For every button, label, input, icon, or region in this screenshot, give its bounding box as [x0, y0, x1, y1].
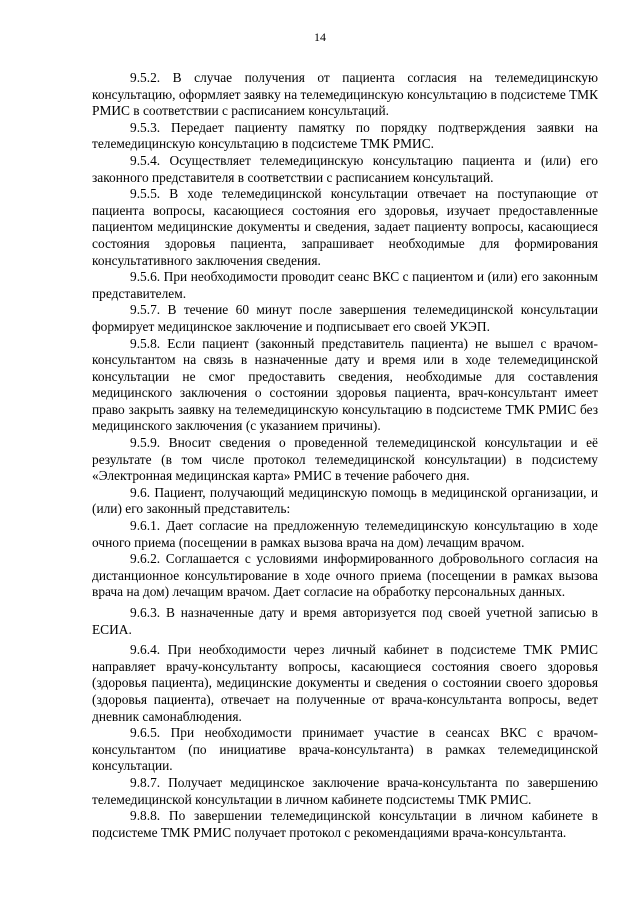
paragraph-9-6-4: 9.6.4. При необходимости через личный кабинет в подсистеме ТМК РМИС направляет врачу-консультанту вопросы, касающиеся состояния своего здоровья (здоровья пациента), медицинские документы и сведения о состоянии своего здоровья (здоровья пациента), отвечает на полученные от врача-консультанта вопросы, ведет дневник самонаблюдения.: [92, 642, 598, 724]
paragraph-9-6-3: 9.6.3. В назначенные дату и время авторизуется под своей учетной записью в ЕСИА.: [92, 605, 598, 637]
paragraph-9-5-9: 9.5.9. Вносит сведения о проведенной телемедицинской консультации и её результате (в том числе протокол телемедицинской консультации) в подсистему «Электронная медицинская карта» РМИС в течение рабочего дня.: [92, 435, 598, 484]
paragraph-9-6-2: 9.6.2. Соглашается с условиями информированного добровольного согласия на дистанционное консультирование в ходе очного приема (посещении в рамках вызова врача на дом) лечащим врачом. Дает согласие на обработку персональных данных.: [92, 551, 598, 600]
document-body: [92, 70, 598, 841]
paragraph-9-6: 9.6. Пациент, получающий медицинскую помощь в медицинской организации, и (или) его законный представитель:: [92, 484, 598, 517]
paragraph-9-8-7: 9.8.7. Получает медицинское заключение врача-консультанта по завершению телемедицинской консультации в личном кабинете подсистемы ТМК РМИС.: [92, 774, 598, 807]
paragraph-9-5-3: 9.5.3. Передает пациенту памятку по порядку подтверждения заявки на телемедицинскую консультацию в подсистеме ТМК РМИС.: [92, 119, 598, 152]
page-number: 14: [314, 30, 326, 44]
paragraph-9-8-8: 9.8.8. По завершении телемедицинской консультации в личном кабинете в подсистеме ТМК РМИС получает протокол с рекомендациями врача-консультанта.: [92, 808, 598, 840]
paragraph-9-5-8: 9.5.8. Если пациент (законный представитель пациента) не вышел с врачом-консультантом на связь в назначенные дату и время или в ходе телемедицинской консультации не смог предоставить сведения, необходимые для составления медицинского заключения о состоянии здоровья пациента, врач-консультант имеет право закрыть заявку на телемедицинскую консультацию в подсистеме ТМК РМИС без медицинского заключения (с указанием причины).: [92, 335, 598, 434]
paragraph-9-5-4: 9.5.4. Осуществляет телемедицинскую консультацию пациента и (или) его законного представителя в соответствии с расписанием консультаций.: [92, 152, 598, 185]
paragraph-9-5-2: 9.5.2. В случае получения от пациента согласия на телемедицинскую консультацию, оформляет заявку на телемедицинскую консультацию в подсистеме ТМК РМИС в соответствии с расписанием консультаций.: [92, 70, 598, 119]
paragraph-9-5-7: 9.5.7. В течение 60 минут после завершения телемедицинской консультации формирует медицинское заключение и подписывает его своей УКЭП.: [92, 302, 598, 334]
paragraph-9-6-5: 9.6.5. При необходимости принимает участие в сеансах ВКС с врачом-консультантом (по инициативе врача-консультанта) в рамках телемедицинской консультации.: [92, 725, 598, 774]
paragraph-9-5-6: 9.5.6. При необходимости проводит сеанс ВКС с пациентом и (или) его законным представителем.: [92, 269, 598, 301]
paragraph-9-5-5: 9.5.5. В ходе телемедицинской консультации отвечает на поступающие от пациента вопросы, касающиеся состояния его здоровья, изучает предоставленные пациентом медицинские документы и сведения, задает пациенту вопросы, касающиеся состояния здоровья пациента, запрашивает необходимые для формирования консультативного заключения сведения.: [92, 186, 598, 268]
paragraph-9-6-1: 9.6.1. Дает согласие на предложенную телемедицинскую консультацию в ходе очного приема (посещении в рамках вызова врача на дом) лечащим врачом.: [92, 518, 598, 550]
